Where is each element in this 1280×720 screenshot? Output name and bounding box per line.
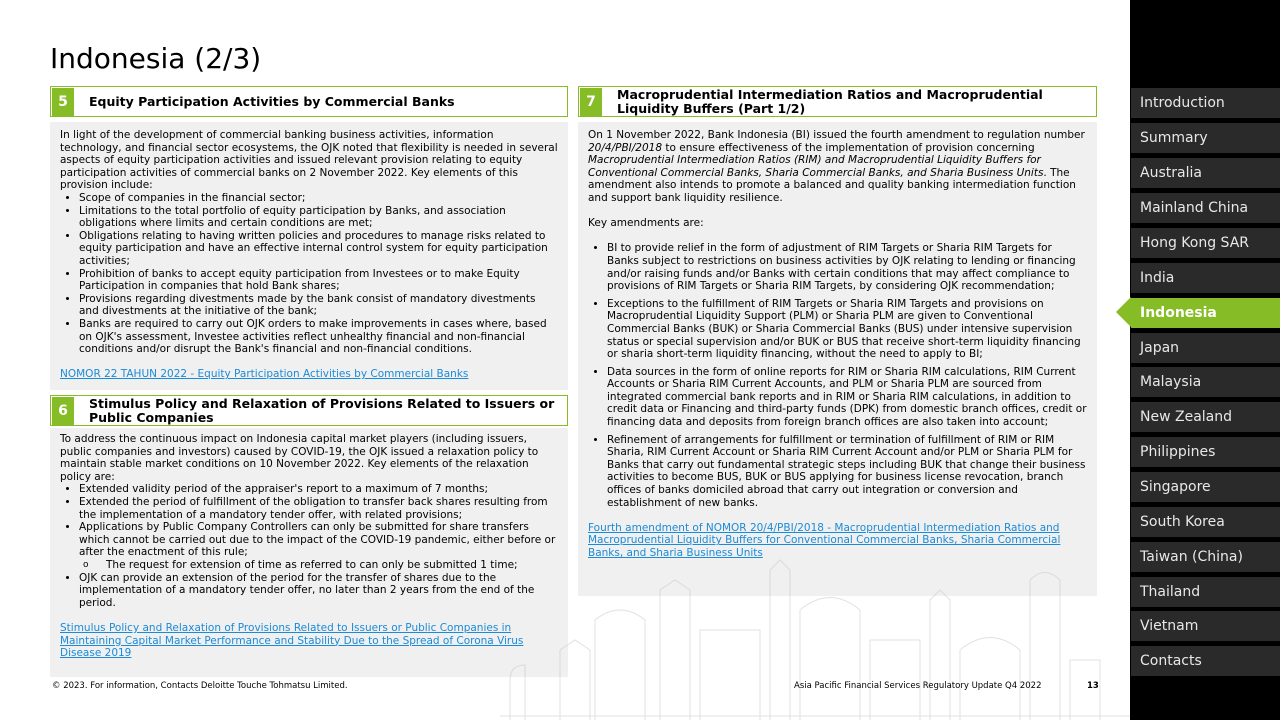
section-7-intro-regulation-title: Macroprudential Intermediation Ratios (RIM) and Macroprudential Liquidity Buffers for Conventional Commercial Banks, Sharia Commercial Banks, and Sharia Business Units — [588, 154, 1044, 179]
list-item: • Scope of companies in the financial sector; — [79, 192, 558, 205]
section-6-bullets-after — [60, 572, 558, 610]
footer-publication: Asia Pacific Financial Services Regulatory Update Q4 2022 — [794, 681, 1042, 691]
section-7-bullets — [588, 242, 1087, 509]
nav-item-japan[interactable]: Japan — [1131, 333, 1280, 363]
section-5-link[interactable]: NOMOR 22 TAHUN 2022 - Equity Participation Activities by Commercial Banks — [60, 368, 469, 381]
list-item: • Exceptions to the fulfillment of RIM Targets or Sharia RIM Targets and provisions on Macroprudential Liquidity Support (PLM) or Sharia PLM are given to Conventional Commercial Banks (BUK) or Sharia Commercial Banks (BUS) under intensive supervision status or special supervision and/or BUK or BUS that receive short-term liquidity financing or sharia short-term liquidity financing, without the need to apply to BI; — [607, 298, 1087, 361]
page-title: Indonesia (2/3) — [50, 42, 262, 75]
nav-item-mainland-china[interactable]: Mainland China — [1131, 193, 1280, 223]
section-7-title: Macroprudential Intermediation Ratios and Macroprudential Liquidity Buffers (Part 1/2) — [617, 86, 1043, 116]
list-item: • Banks are required to carry out OJK orders to make improvements in cases where, based on OJK's assessment, Investee activities reflect unhealthy financial and non-financial conditions and/or disrupt the Bank's financial and non-financial conditions. — [79, 318, 558, 356]
section-6-sub-bullets — [60, 559, 558, 572]
skyline-illustration — [500, 530, 1130, 720]
section-7-key-label: Key amendments are: — [588, 217, 704, 230]
nav-item-indonesia[interactable]: Indonesia — [1131, 298, 1280, 328]
nav-item-taiwan-china[interactable]: Taiwan (China) — [1131, 542, 1280, 572]
nav-item-singapore[interactable]: Singapore — [1131, 472, 1280, 502]
list-item: • Prohibition of banks to accept equity participation from Investees or to make Equity Participation in companies that hold Bank shares; — [79, 268, 558, 293]
nav-item-south-korea[interactable]: South Korea — [1131, 507, 1280, 537]
nav-item-australia[interactable]: Australia — [1131, 158, 1280, 188]
nav-item-vietnam[interactable]: Vietnam — [1131, 611, 1280, 641]
list-item: • Limitations to the total portfolio of equity participation by Banks, and association obligations where limits and certain conditions are met; — [79, 205, 558, 230]
section-7-intro-c: to ensure effectiveness of the implementation of provision concerning — [662, 141, 1035, 154]
list-item: • Applications by Public Company Controllers can only be submitted for share transfers which cannot be carried out due to the impact of the COVID-19 pandemic, either before or after the enactment of this rule; — [79, 521, 558, 559]
section-5-intro: In light of the development of commercial banking business activities, information technology, and financial sector ecosystems, the OJK noted that flexibility is needed in several aspects of equity participation activities and issued relevant provision relating to equity participation activities of commercial banks on 2 November 2022. Key elements of this provision include: — [60, 129, 558, 192]
list-item: • BI to provide relief in the form of adjustment of RIM Targets or Sharia RIM Targets for Banks subject to restrictions on business activities by OJK relating to lending or financing and/or raising funds and/or Banks with certain conditions that may affect compliance to provisions of RIM Targets or Sharia RIM Targets, by considering OJK recommendation; — [607, 242, 1087, 292]
list-item: • Obligations relating to having written policies and procedures to manage risks related to equity participation and have an effective internal control system for equity participation activities; — [79, 230, 558, 268]
section-5-bullets — [60, 192, 558, 356]
list-item: • Refinement of arrangements for fulfillment or termination of fulfillment of RIM or RIM Sharia, RIM Current Account or Sharia RIM Current Account and/or PLM or Sharia PLM for Banks that carry out fundamental strategic steps including BUK that change their business activities to become BUS, BUK or BUS applying for business license revocation, branch offices of banks domiciled abroad that carry out integration or conversion and establishment of new banks. — [607, 434, 1087, 510]
nav-item-malaysia[interactable]: Malaysia — [1131, 367, 1280, 397]
section-5-header — [50, 86, 568, 117]
page-number: 13 — [1087, 681, 1099, 691]
section-7-intro-e: . The amendment also intends to promote a balanced and quality banking intermediation function and support bank liquidity resilience. — [588, 166, 1076, 204]
sub-list-item: o The request for extension of time as referred to can only be submitted 1 time; — [79, 559, 558, 572]
list-item: • OJK can provide an extension of the period for the transfer of shares due to the implementation of a mandatory tender offer, no later than 2 years from the end of the period. — [79, 572, 558, 610]
section-6-header — [50, 395, 568, 426]
section-5-title: Equity Participation Activities by Commercial Banks — [89, 93, 455, 109]
nav-item-hong-kong-sar[interactable]: Hong Kong SAR — [1131, 228, 1280, 258]
section-6-bullets — [60, 483, 558, 559]
nav-item-india[interactable]: India — [1131, 263, 1280, 293]
section-7-number: 7 — [580, 88, 602, 116]
section-7-header — [578, 86, 1097, 117]
active-nav-pointer-icon — [1116, 297, 1131, 327]
list-item: • Extended the period of fulfillment of the obligation to transfer back shares resulting from the implementation of a mandatory tender offer, with related provisions; — [79, 496, 558, 521]
list-item: • Extended validity period of the appraiser's report to a maximum of 7 months; — [79, 483, 558, 496]
list-item: • Provisions regarding divestments made by the bank consist of mandatory divestments and divestments at the initiative of the bank; — [79, 293, 558, 318]
nav-item-contacts[interactable]: Contacts — [1131, 646, 1280, 676]
section-7-intro-a: On 1 November 2022, Bank Indonesia (BI) issued the fourth amendment to regulation number — [588, 129, 1085, 141]
nav-item-new-zealand[interactable]: New Zealand — [1131, 402, 1280, 432]
section-7-intro-regulation-number: 20/4/PBI/2018 — [588, 141, 663, 154]
section-6-link[interactable]: Stimulus Policy and Relaxation of Provisions Related to Issuers or Public Companies in Maintaining Capital Market Performance and Stability Due to the Spread of Corona Virus Disease 2019 — [60, 621, 524, 660]
nav-item-summary[interactable]: Summary — [1131, 123, 1280, 153]
sidebar-nav — [1130, 0, 1280, 720]
list-item: • Data sources in the form of online reports for RIM or Sharia RIM calculations, RIM Current Accounts or Sharia RIM Current Accounts, and PLM or Sharia PLM are sourced from integrated commercial bank reports and in RIM or Sharia RIM calculations, in addition to credit data or Financing and third-party funds (DPK) from domestic branch offices, credit or financing data and deposits from foreign branch offices are also taken into account; — [607, 366, 1087, 429]
nav-item-introduction[interactable]: Introduction — [1131, 88, 1280, 118]
section-6-title: Stimulus Policy and Relaxation of Provisions Related to Issuers or Public Companies — [89, 395, 555, 425]
section-6-intro: To address the continuous impact on Indonesia capital market players (including issuers, public companies and investors) caused by COVID-19, the OJK issued a relaxation policy to maintain stable market conditions on 10 November 2022. Key elements of the relaxation policy are: — [60, 433, 539, 483]
nav-item-philippines[interactable]: Philippines — [1131, 437, 1280, 467]
section-6-panel — [50, 428, 568, 677]
footer-copyright: © 2023. For information, Contacts Deloitte Touche Tohmatsu Limited. — [52, 681, 348, 691]
section-7-intro — [588, 129, 1087, 205]
section-6-number: 6 — [52, 397, 74, 425]
section-5-panel — [50, 122, 568, 390]
section-5-number: 5 — [52, 88, 74, 116]
nav-item-thailand[interactable]: Thailand — [1131, 577, 1280, 607]
section-7-panel — [578, 122, 1097, 596]
section-7-link[interactable]: Fourth amendment of NOMOR 20/4/PBI/2018 - Macroprudential Intermediation Ratios and Macroprudential Liquidity Buffers for Conventional Commercial Banks, Sharia Commercial Banks, and Sharia Business Units — [588, 521, 1061, 559]
